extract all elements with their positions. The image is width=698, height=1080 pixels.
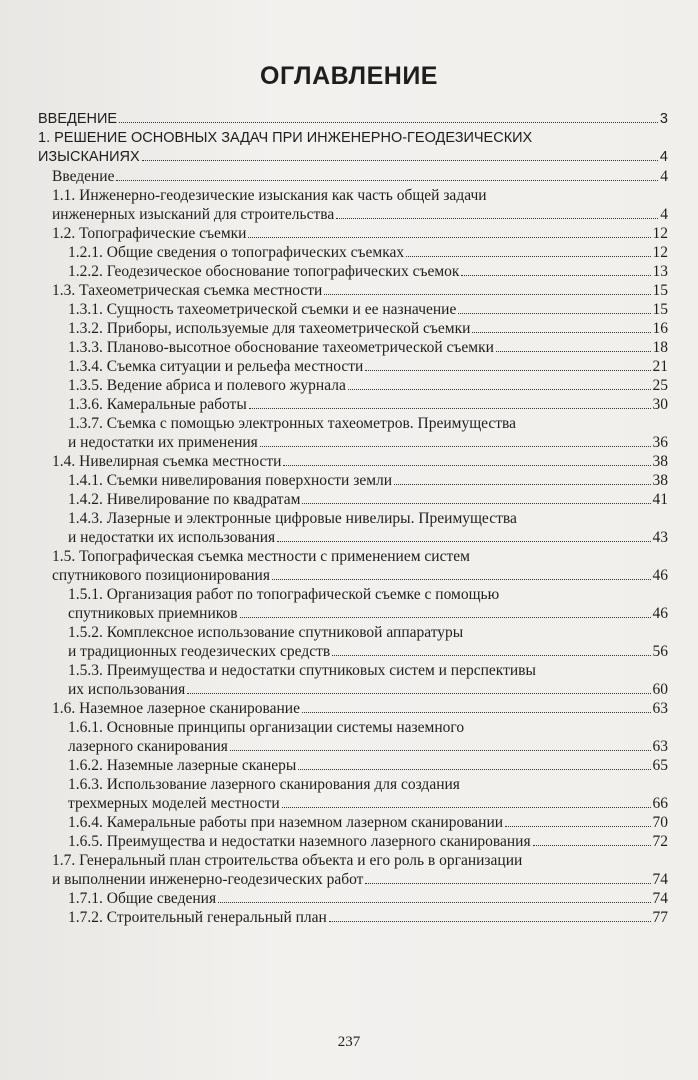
dot-leader <box>283 465 650 466</box>
toc-entry-page: 15 <box>652 301 668 318</box>
toc-entry-line <box>52 224 668 243</box>
toc-entry-page: 38 <box>652 453 668 470</box>
toc-entry <box>68 509 668 547</box>
toc-entry-page: 63 <box>652 700 668 717</box>
dot-leader <box>142 160 658 161</box>
dot-leader <box>365 370 650 371</box>
toc-entry-page: 4 <box>660 168 668 185</box>
toc-entry-title: 1.2.1. Общие сведения о топографических съемках <box>68 244 405 261</box>
toc-entry-title-line: 1.5. Топографическая съемка местности с применением систем <box>52 548 470 565</box>
toc-entry-title-line: 1.6.1. Основные принципы организации системы наземного <box>68 719 465 736</box>
toc-entry <box>52 851 668 889</box>
toc-entry-title: 1.3.2. Приборы, используемые для тахеометрической съемки <box>68 320 471 337</box>
table-of-contents <box>0 110 698 927</box>
toc-entry-line <box>68 357 668 376</box>
toc-entry-page: 15 <box>652 282 668 299</box>
page-title: ОГЛАВЛЕНИЕ <box>260 62 438 90</box>
toc-entry-title: 1.3.5. Ведение абриса и полевого журнала <box>68 377 346 394</box>
toc-entry-line <box>52 566 668 585</box>
toc-entry-line <box>68 243 668 262</box>
toc-entry-page: 77 <box>652 909 668 926</box>
toc-entry-title: 1.6.5. Преимущества и недостатки наземного лазерного сканирования <box>68 833 531 850</box>
toc-entry <box>68 832 668 851</box>
toc-entry <box>68 490 668 509</box>
toc-entry <box>68 661 668 699</box>
toc-entry-title: Введение <box>52 168 115 185</box>
dot-leader <box>260 446 651 447</box>
toc-entry-title: инженерных изысканий для строительства <box>52 206 335 223</box>
dot-leader <box>496 351 651 352</box>
dot-leader <box>249 408 651 409</box>
toc-entry <box>68 319 668 338</box>
toc-entry-line <box>68 471 668 490</box>
toc-entry <box>68 889 668 908</box>
toc-entry-title-line: 1.7. Генеральный план строительства объекта и его роль в организации <box>52 852 523 869</box>
toc-entry <box>38 129 668 167</box>
toc-entry-title-line: 1.5.1. Организация работ по топографической съемке с помощью <box>68 586 500 603</box>
toc-entry <box>52 186 668 224</box>
dot-leader <box>302 712 651 713</box>
toc-entry-title: лазерного сканирования <box>68 738 228 755</box>
toc-entry-page: 60 <box>652 681 668 698</box>
toc-entry-title: и недостатки их применения <box>68 434 258 451</box>
toc-entry-page: 74 <box>652 871 668 888</box>
dot-leader <box>461 275 650 276</box>
toc-entry-line <box>68 832 668 851</box>
toc-entry-title: и традиционных геодезических средств <box>68 643 331 660</box>
toc-entry-line <box>68 604 668 623</box>
dot-leader <box>302 503 650 504</box>
toc-entry <box>68 300 668 319</box>
dot-leader <box>277 541 650 542</box>
dot-leader <box>116 180 658 181</box>
toc-entry-line <box>68 338 668 357</box>
toc-entry <box>68 908 668 927</box>
toc-entry-line <box>68 908 668 927</box>
toc-entry <box>52 547 668 585</box>
toc-entry-title-line: 1.3.7. Съемка с помощью электронных тахеометров. Преимущества <box>68 415 517 432</box>
toc-entry-title: их использования <box>68 681 186 698</box>
toc-entry <box>68 376 668 395</box>
toc-entry-title: 1.3.6. Камеральные работы <box>68 396 247 413</box>
toc-entry-line <box>68 794 668 813</box>
toc-entry-line <box>52 452 668 471</box>
dot-leader <box>298 769 650 770</box>
toc-entry-page: 12 <box>652 244 668 261</box>
toc-entry-page: 4 <box>659 149 668 165</box>
toc-entry-page: 16 <box>652 320 668 337</box>
toc-entry-line <box>68 642 668 661</box>
toc-entry-page: 3 <box>659 111 668 127</box>
page-number: 237 <box>337 1034 361 1050</box>
toc-entry-page: 13 <box>652 263 668 280</box>
dot-leader <box>240 617 651 618</box>
toc-entry-title-line: 1.1. Инженерно-геодезические изыскания как часть общей задачи <box>52 187 487 204</box>
toc-entry-page: 38 <box>652 472 668 489</box>
toc-entry-title: 1.6. Наземное лазерное сканирование <box>52 700 300 717</box>
toc-entry <box>68 262 668 281</box>
dot-leader <box>324 294 650 295</box>
toc-entry-line <box>68 319 668 338</box>
dot-leader <box>329 921 651 922</box>
toc-entry <box>68 775 668 813</box>
toc-entry-title: спутниковых приемников <box>68 605 238 622</box>
dot-leader <box>533 845 651 846</box>
toc-entry-title-line: 1.5.2. Комплексное использование спутниковой аппаратуры <box>68 624 464 641</box>
toc-entry-title: 1.7.2. Строительный генеральный план <box>68 909 327 926</box>
toc-entry-title-line: 1. РЕШЕНИЕ ОСНОВНЫХ ЗАДАЧ ПРИ ИНЖЕНЕРНО-ГЕОДЕЗИЧЕСКИХ <box>38 130 533 146</box>
toc-entry-line <box>38 110 668 129</box>
toc-entry-title: 1.4. Нивелирная съемка местности <box>52 453 282 470</box>
toc-entry-title: спутникового позиционирования <box>52 567 270 584</box>
toc-entry <box>68 357 668 376</box>
toc-entry-title-line: 1.6.3. Использование лазерного сканирования для создания <box>68 776 460 793</box>
toc-entry-line <box>68 395 668 414</box>
toc-entry <box>52 167 668 186</box>
toc-entry <box>68 243 668 262</box>
toc-entry-title-line: 1.5.3. Преимущества и недостатки спутниковых систем и перспективы <box>68 662 536 679</box>
toc-entry-page: 43 <box>652 529 668 546</box>
toc-entry-page: 70 <box>652 814 668 831</box>
dot-leader <box>458 313 650 314</box>
toc-entry-line <box>52 699 668 718</box>
toc-entry-line <box>68 300 668 319</box>
dot-leader <box>332 655 650 656</box>
toc-entry-page: 46 <box>652 605 668 622</box>
dot-leader <box>282 807 651 808</box>
toc-entry-line <box>68 490 668 509</box>
toc-entry-page: 66 <box>652 795 668 812</box>
toc-entry-page: 63 <box>652 738 668 755</box>
toc-entry-title: 1.6.2. Наземные лазерные сканеры <box>68 757 297 774</box>
toc-entry-page: 56 <box>652 643 668 660</box>
toc-entry-page: 74 <box>652 890 668 907</box>
toc-entry-page: 65 <box>652 757 668 774</box>
dot-leader <box>272 579 651 580</box>
toc-entry-page: 18 <box>652 339 668 356</box>
toc-entry-title: ВВЕДЕНИЕ <box>38 111 118 127</box>
toc-entry-page: 46 <box>652 567 668 584</box>
toc-entry-line <box>68 680 668 699</box>
toc-entry-page: 21 <box>652 358 668 375</box>
toc-entry <box>52 452 668 471</box>
toc-entry-line <box>52 205 668 224</box>
toc-entry-line <box>52 281 668 300</box>
toc-entry <box>68 756 668 775</box>
dot-leader <box>365 883 650 884</box>
toc-entry-line <box>68 756 668 775</box>
toc-entry-line <box>52 870 668 889</box>
toc-entry-title: 1.2. Топографические съемки <box>52 225 247 242</box>
dot-leader <box>406 256 650 257</box>
toc-entry <box>52 224 668 243</box>
toc-entry-line <box>68 262 668 281</box>
dot-leader <box>230 750 651 751</box>
toc-entry <box>52 281 668 300</box>
toc-entry-page: 36 <box>652 434 668 451</box>
toc-entry-title: 1.3.4. Съемка ситуации и рельефа местности <box>68 358 364 375</box>
toc-entry-page: 72 <box>652 833 668 850</box>
toc-entry-title: 1.3. Тахеометрическая съемка местности <box>52 282 323 299</box>
toc-entry-line <box>68 737 668 756</box>
toc-entry-title: 1.7.1. Общие сведения <box>68 890 217 907</box>
toc-entry-line <box>38 148 668 167</box>
toc-entry-page: 12 <box>652 225 668 242</box>
toc-entry <box>68 471 668 490</box>
toc-entry-line <box>52 167 668 186</box>
dot-leader <box>248 237 650 238</box>
toc-entry-line <box>68 889 668 908</box>
toc-entry <box>68 718 668 756</box>
toc-entry-line <box>68 433 668 452</box>
toc-entry <box>68 414 668 452</box>
dot-leader <box>505 826 650 827</box>
dot-leader <box>336 218 658 219</box>
toc-entry-title: 1.6.4. Камеральные работы при наземном лазерном сканировании <box>68 814 504 831</box>
toc-entry <box>68 585 668 623</box>
dot-leader <box>187 693 650 694</box>
toc-entry-title: и выполнении инженерно-геодезических работ <box>52 871 364 888</box>
dot-leader <box>119 122 658 123</box>
toc-entry <box>68 395 668 414</box>
toc-entry-title: 1.2.2. Геодезическое обоснование топографических съемок <box>68 263 460 280</box>
toc-entry-title: 1.4.1. Съемки нивелирования поверхности земли <box>68 472 393 489</box>
dot-leader <box>394 484 650 485</box>
toc-entry-line <box>68 376 668 395</box>
toc-entry-title-line: 1.4.3. Лазерные и электронные цифровые нивелиры. Преимущества <box>68 510 517 527</box>
toc-entry <box>68 623 668 661</box>
toc-entry-page: 41 <box>652 491 668 508</box>
toc-entry-page: 30 <box>652 396 668 413</box>
toc-entry-title: 1.4.2. Нивелирование по квадратам <box>68 491 301 508</box>
toc-entry-line <box>68 528 668 547</box>
toc-entry <box>68 338 668 357</box>
toc-entry-page: 4 <box>660 206 668 223</box>
toc-entry-page: 25 <box>652 377 668 394</box>
dot-leader <box>348 389 651 390</box>
toc-entry <box>38 110 668 129</box>
toc-entry-title: 1.3.3. Планово-высотное обоснование тахеометрической съемки <box>68 339 494 356</box>
dot-leader <box>218 902 650 903</box>
dot-leader <box>472 332 650 333</box>
toc-entry-title: трехмерных моделей местности <box>68 795 280 812</box>
toc-entry-line <box>68 813 668 832</box>
toc-entry <box>68 813 668 832</box>
toc-entry-title: и недостатки их использования <box>68 529 276 546</box>
toc-entry-title: ИЗЫСКАНИЯХ <box>38 149 140 165</box>
toc-entry-title: 1.3.1. Сущность тахеометрической съемки и ее назначение <box>68 301 457 318</box>
toc-entry <box>52 699 668 718</box>
